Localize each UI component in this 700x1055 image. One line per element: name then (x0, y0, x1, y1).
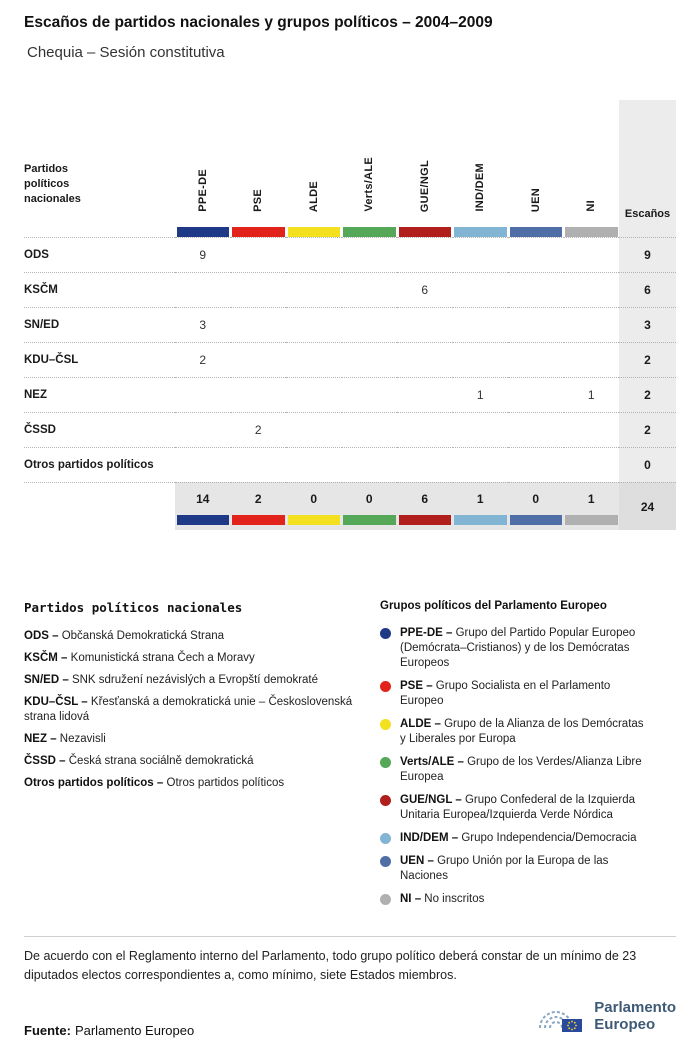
seat-count-cell (508, 272, 564, 307)
group-legend-item (380, 626, 680, 671)
page-subtitle: Chequia – Sesión constitutiva (27, 44, 225, 61)
seat-count-cell (342, 272, 398, 307)
seat-count-cell (397, 342, 453, 377)
seat-count-cell (453, 272, 509, 307)
group-abbr: IND/DEM – (400, 832, 459, 844)
ep-logo-line2: Europeo (594, 1016, 656, 1033)
group-legend-item (380, 717, 680, 747)
group-color-bar (232, 515, 285, 525)
seat-count-cell (397, 307, 453, 342)
seat-count-cell (453, 237, 509, 272)
seat-count-cell (564, 307, 620, 342)
group-total-value: 0 (532, 492, 540, 506)
group-total-cell (286, 482, 342, 530)
party-abbr: KSČM – (24, 652, 68, 664)
seat-count-cell (508, 447, 564, 482)
group-color-bar (288, 515, 341, 525)
group-abbr: NI – (400, 893, 422, 905)
seat-count-cell (453, 342, 509, 377)
group-legend-item (380, 793, 680, 823)
column-header-label: GUE/NGL (418, 159, 431, 212)
group-legend-text: UEN – Grupo Unión por la Europa de las Naciones (400, 855, 609, 882)
party-legend-item: ČSSD – Česká strana sociálně demokratická (24, 755, 254, 767)
seat-count-cell (508, 342, 564, 377)
party-name-cell: KDU–ČSL (24, 342, 175, 377)
party-legend-item: SN/ED – SNK sdružení nezávislých a Evropští demokraté (24, 674, 319, 686)
group-color-bar (232, 227, 285, 237)
seat-count-cell (508, 412, 564, 447)
party-total-cell: 2 (619, 412, 676, 447)
group-legend-item (380, 755, 680, 785)
seat-count-cell (286, 307, 342, 342)
seat-count-cell: 6 (397, 272, 453, 307)
group-color-dot (380, 894, 391, 905)
group-total-cell (564, 482, 620, 530)
seat-count-cell (508, 377, 564, 412)
group-legend-item (380, 831, 680, 846)
seat-count-cell (231, 342, 287, 377)
seat-count-cell (453, 447, 509, 482)
group-color-bar (343, 515, 396, 525)
column-header-label: PPE-DE (196, 169, 209, 212)
table-corner-label: Partidos políticos nacionales (24, 163, 81, 205)
european-parliament-logo (534, 997, 676, 1035)
party-name-cell: Otros partidos políticos (24, 447, 175, 482)
column-header-PSE (231, 100, 287, 237)
seat-count-cell: 2 (175, 342, 231, 377)
ep-logo-wordmark (594, 999, 676, 1033)
seat-count-cell (564, 342, 620, 377)
seat-count-cell (453, 412, 509, 447)
seat-count-cell: 9 (175, 237, 231, 272)
party-legend-item: ODS – Občanská Demokratická Strana (24, 630, 225, 642)
group-color-bar (510, 227, 563, 237)
party-legend-item: KDU–ČSL – Křesťanská a demokratická unie – Československá strana lidová (24, 696, 353, 723)
ep-logo-line1: Parlamento (594, 999, 676, 1016)
group-color-bar (565, 227, 618, 237)
group-total-value: 1 (587, 492, 595, 506)
party-abbr: Otros partidos políticos – (24, 777, 164, 789)
party-name-cell: ČSSD (24, 412, 175, 447)
group-abbr: UEN – (400, 855, 434, 867)
group-color-bar (510, 515, 563, 525)
seat-count-cell (175, 412, 231, 447)
group-abbr: ALDE – (400, 718, 441, 730)
seat-count-cell (564, 447, 620, 482)
party-abbr: SN/ED – (24, 674, 69, 686)
party-legend-item: NEZ – Nezavisli (24, 733, 106, 745)
group-color-dot (380, 681, 391, 692)
group-legend-text: IND/DEM – Grupo Independencia/Democracia (400, 832, 637, 844)
seat-count-cell (397, 412, 453, 447)
column-header-Verts/ALE (342, 100, 398, 237)
group-color-dot (380, 856, 391, 867)
column-header-GUE/NGL (397, 100, 453, 237)
party-total-cell: 2 (619, 377, 676, 412)
group-abbr: GUE/NGL – (400, 794, 462, 806)
seat-count-cell (175, 377, 231, 412)
group-color-bar (343, 227, 396, 237)
party-legend-item: Otros partidos políticos – Otros partidos políticos (24, 777, 285, 789)
seat-count-cell (342, 412, 398, 447)
party-abbr: ODS – (24, 630, 59, 642)
group-legend-text: NI – No inscritos (400, 893, 485, 905)
group-color-dot (380, 795, 391, 806)
column-header-UEN (508, 100, 564, 237)
group-abbr: PPE-DE – (400, 627, 453, 639)
column-header-label: UEN (529, 187, 542, 212)
seat-count-cell: 1 (564, 377, 620, 412)
seat-count-cell: 2 (231, 412, 287, 447)
group-legend-text: ALDE – Grupo de la Alianza de los Demócratas y Liberales por Europa (400, 718, 644, 745)
seat-count-cell (231, 237, 287, 272)
group-color-dot (380, 628, 391, 639)
group-color-dot (380, 719, 391, 730)
group-legend-item (380, 892, 680, 907)
seats-column-label: Escaños (624, 208, 671, 220)
party-name-cell: SN/ED (24, 307, 175, 342)
seat-count-cell (231, 447, 287, 482)
seats-column-header (619, 100, 676, 237)
seat-count-cell: 1 (453, 377, 509, 412)
column-header-label: Verts/ALE (363, 157, 376, 212)
group-color-bar (177, 227, 230, 237)
seat-count-cell (342, 447, 398, 482)
page-title: Escaños de partidos nacionales y grupos políticos – 2004–2009 (24, 14, 493, 31)
party-total-cell: 0 (619, 447, 676, 482)
group-total-cell (397, 482, 453, 530)
seat-count-cell (397, 447, 453, 482)
group-color-bar (399, 227, 452, 237)
group-total-cell (342, 482, 398, 530)
group-color-bar (454, 227, 507, 237)
seat-count-cell (175, 447, 231, 482)
column-header-label: IND/DEM (474, 163, 487, 212)
grand-total-cell (619, 482, 676, 530)
group-total-cell (175, 482, 231, 530)
parties-legend-title: Partidos políticos nacionales (24, 600, 243, 615)
footer-divider (24, 936, 676, 937)
group-color-dot (380, 833, 391, 844)
seat-count-cell (342, 237, 398, 272)
group-abbr: PSE – (400, 680, 433, 692)
political-groups-legend (380, 600, 680, 915)
column-header-PPE-DE (175, 100, 231, 237)
group-color-bar (565, 515, 618, 525)
party-abbr: KDU–ČSL – (24, 696, 88, 708)
party-legend-item: KSČM – Komunistická strana Čech a Moravy (24, 652, 255, 664)
group-color-dot (380, 757, 391, 768)
source-line (24, 1023, 194, 1038)
column-header-label: NI (585, 200, 598, 212)
seat-count-cell: 3 (175, 307, 231, 342)
group-legend-item (380, 679, 680, 709)
grand-total-value: 24 (640, 499, 655, 514)
column-header-IND/DEM (453, 100, 509, 237)
seat-count-cell (286, 412, 342, 447)
column-header-label: ALDE (307, 180, 320, 212)
ep-hemicycle-icon (534, 997, 584, 1035)
seat-count-cell (175, 272, 231, 307)
seat-count-cell (231, 377, 287, 412)
column-header-ALDE (286, 100, 342, 237)
source-value: Parlamento Europeo (74, 1023, 195, 1038)
party-abbr: ČSSD – (24, 755, 66, 767)
group-legend-text: GUE/NGL – Grupo Confederal de la Izquierda Unitaria Europea/Izquierda Verde Nórdica (400, 794, 636, 821)
seats-table (24, 100, 676, 530)
seat-count-cell (286, 237, 342, 272)
national-parties-legend (24, 600, 354, 798)
seat-count-cell (231, 272, 287, 307)
group-legend-text: PPE-DE – Grupo del Partido Popular Europeo (Demócrata–Cristianos) y de los Demócratas Europeos (400, 627, 636, 669)
group-total-value: 0 (365, 492, 373, 506)
group-total-value: 14 (196, 492, 210, 506)
group-total-value: 6 (421, 492, 429, 506)
seat-count-cell (342, 377, 398, 412)
seat-count-cell (286, 342, 342, 377)
column-header-label: PSE (252, 189, 265, 212)
group-color-bar (288, 227, 341, 237)
group-total-value: 2 (254, 492, 262, 506)
party-name-cell: NEZ (24, 377, 175, 412)
seat-count-cell (342, 307, 398, 342)
seat-count-cell (564, 412, 620, 447)
party-name-cell: KSČM (24, 272, 175, 307)
table-corner-cell (24, 100, 175, 237)
seat-count-cell (286, 377, 342, 412)
group-legend-item (380, 854, 680, 884)
group-total-cell (453, 482, 509, 530)
group-total-cell (231, 482, 287, 530)
seat-count-cell (231, 307, 287, 342)
party-total-cell: 9 (619, 237, 676, 272)
seat-count-cell (508, 237, 564, 272)
party-name-cell: ODS (24, 237, 175, 272)
footer-note: De acuerdo con el Reglamento interno del Parlamento, todo grupo político deberá constar de un mínimo de 23 diputados electos correspondientes a, como mínimo, siete Estados miembros. (24, 949, 637, 982)
groups-legend-title: Grupos políticos del Parlamento Europeo (380, 600, 607, 612)
group-color-bar (177, 515, 230, 525)
group-color-bar (399, 515, 452, 525)
group-legend-text: PSE – Grupo Socialista en el Parlamento Europeo (400, 680, 611, 707)
groups-legend-list (380, 626, 680, 907)
group-legend-text: Verts/ALE – Grupo de los Verdes/Alianza Libre Europea (400, 756, 642, 783)
group-total-cell (508, 482, 564, 530)
source-label: Fuente: (24, 1023, 71, 1038)
party-total-cell: 2 (619, 342, 676, 377)
parties-legend-list (24, 629, 354, 791)
column-header-NI (564, 100, 620, 237)
seat-count-cell (397, 237, 453, 272)
seat-count-cell (564, 237, 620, 272)
party-abbr: NEZ – (24, 733, 57, 745)
seat-count-cell (342, 342, 398, 377)
party-total-cell: 6 (619, 272, 676, 307)
party-total-cell: 3 (619, 307, 676, 342)
group-total-value: 0 (310, 492, 318, 506)
seat-count-cell (508, 307, 564, 342)
group-abbr: Verts/ALE – (400, 756, 464, 768)
seat-count-cell (397, 377, 453, 412)
totals-spacer (24, 482, 175, 530)
group-total-value: 1 (476, 492, 484, 506)
group-color-bar (454, 515, 507, 525)
seat-count-cell (453, 307, 509, 342)
seat-count-cell (286, 447, 342, 482)
seat-count-cell (564, 272, 620, 307)
seat-count-cell (286, 272, 342, 307)
